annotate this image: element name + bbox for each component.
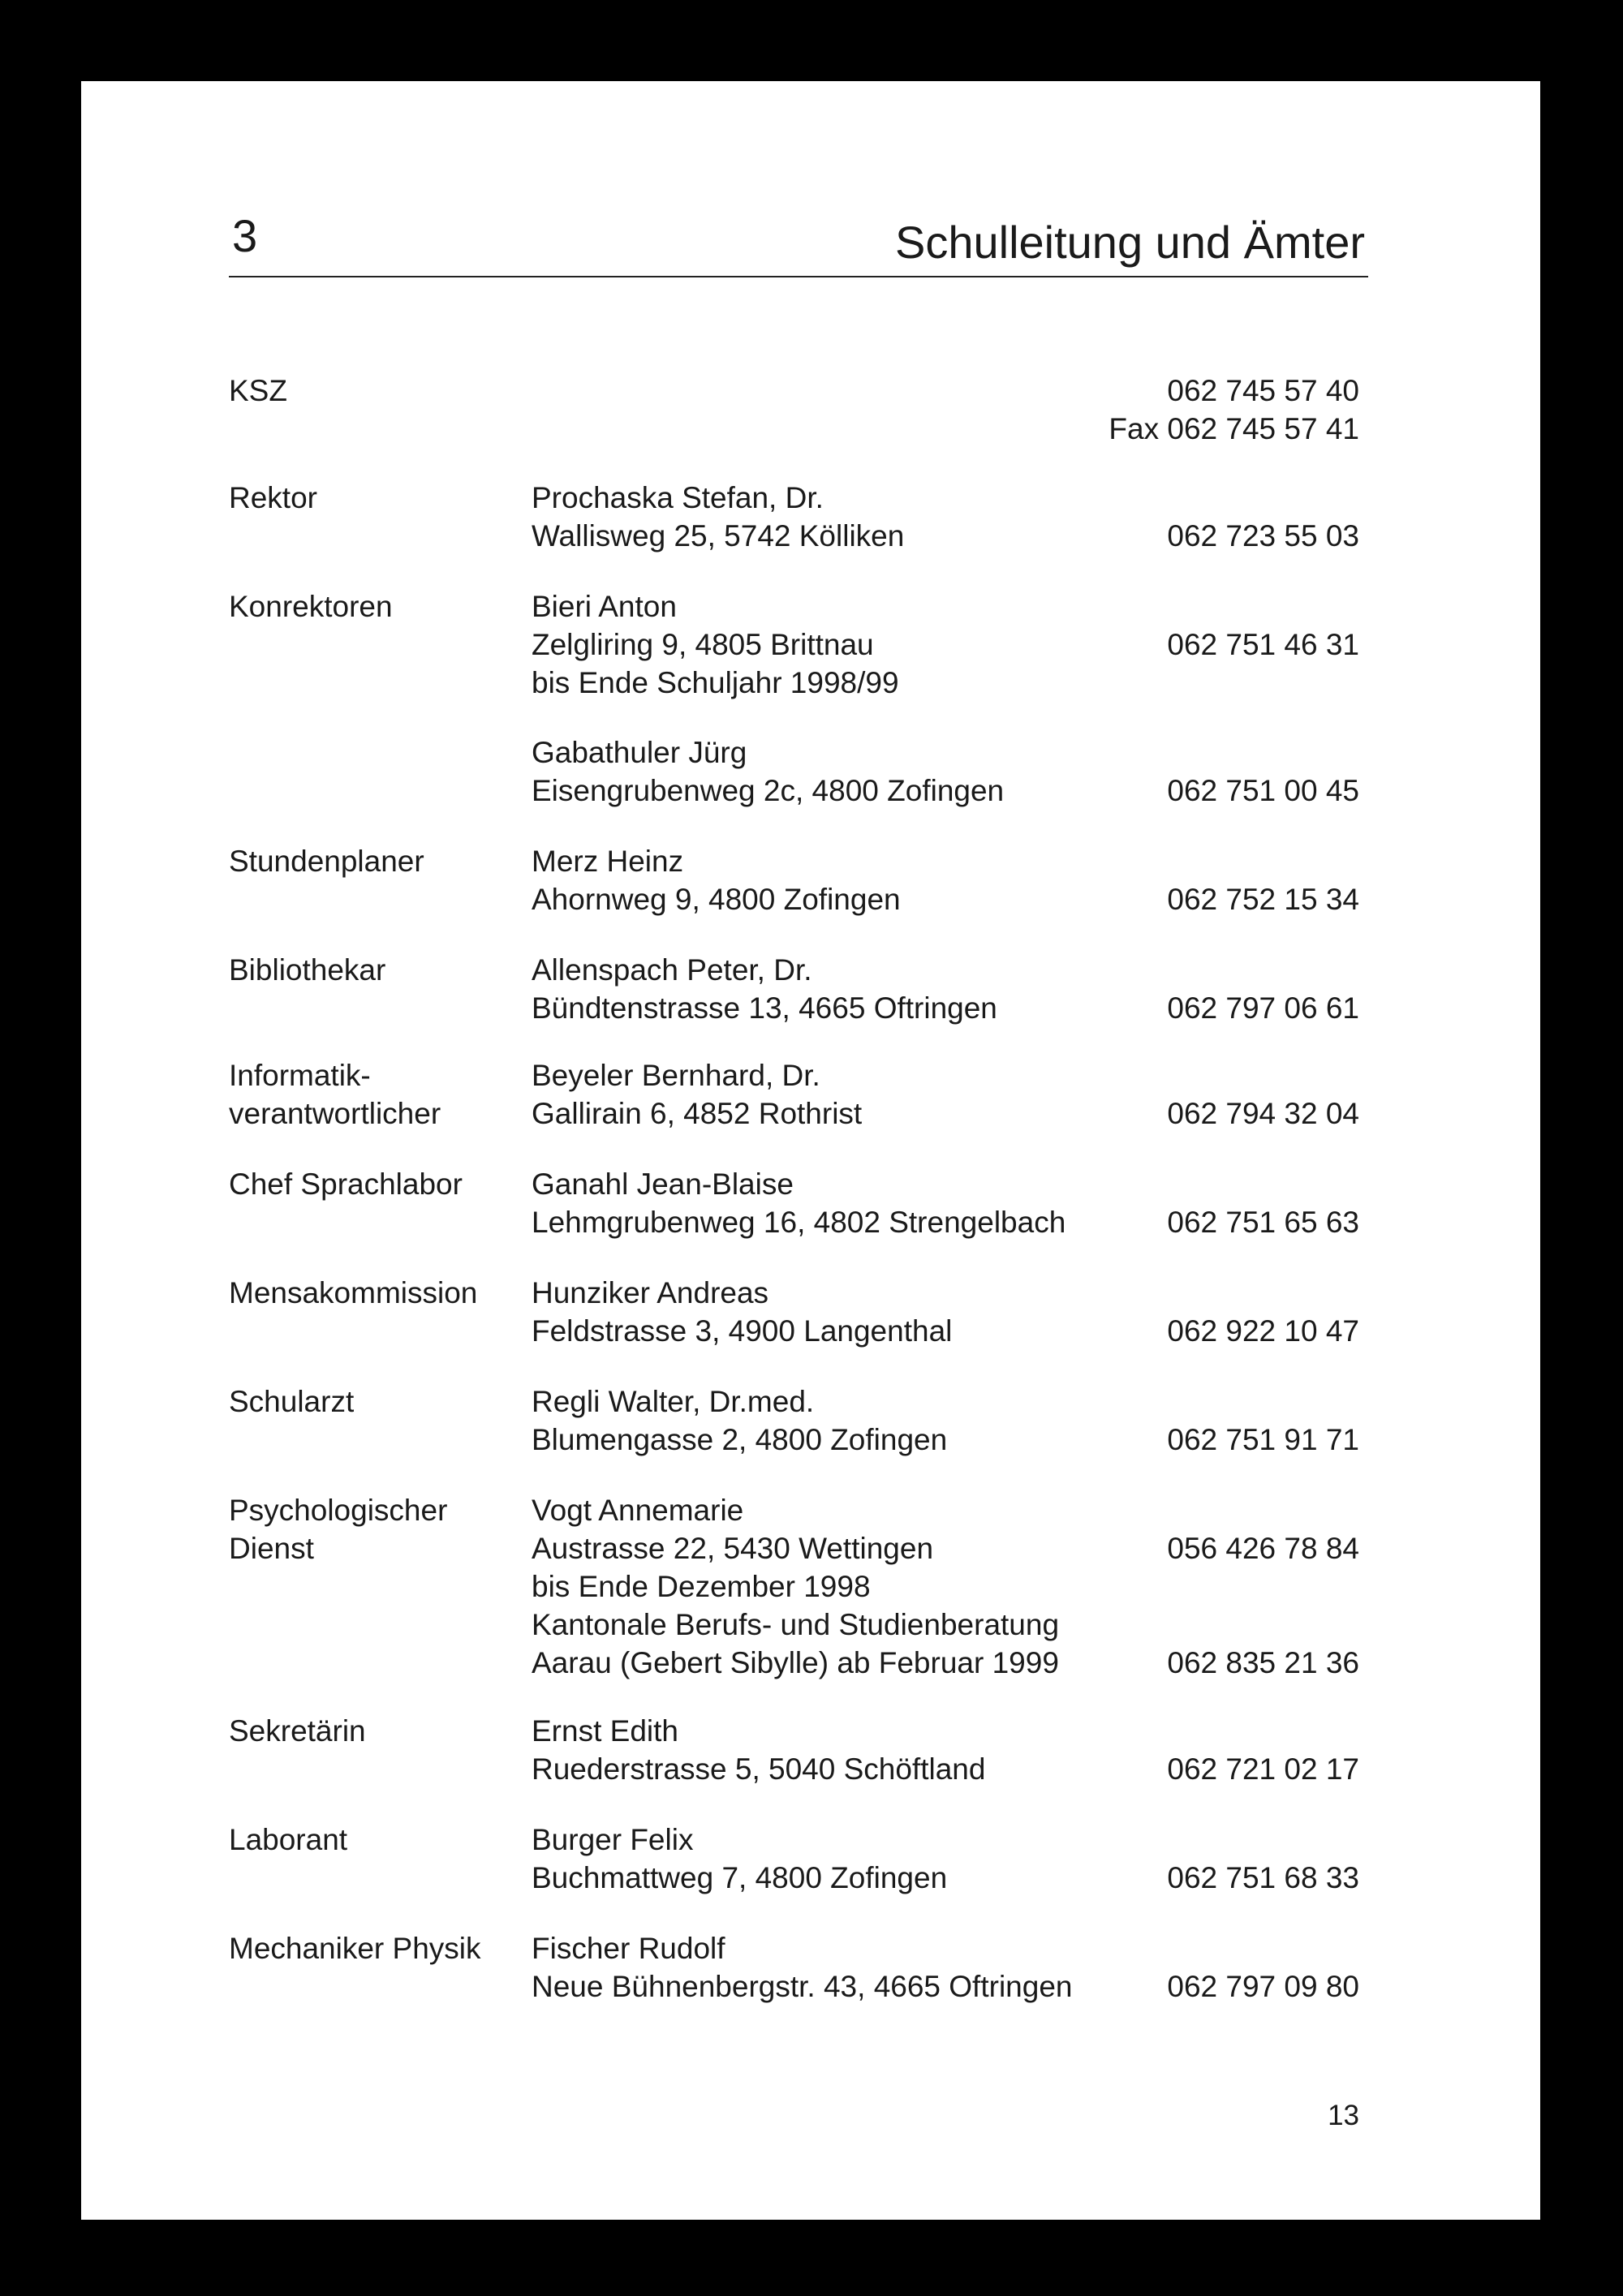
person-detail: Neue Bühnenbergstr. 43, 4665 Oftringen [532, 1970, 1073, 2003]
person-detail: bis Ende Schuljahr 1998/99 [532, 666, 899, 699]
entry-role [229, 1056, 529, 1133]
entry-role [229, 951, 529, 989]
phone-number [1096, 1567, 1359, 1606]
phone-number [1096, 1056, 1359, 1094]
entry-phone [1096, 1056, 1359, 1133]
entry-phone [1096, 842, 1359, 918]
ksz-fax: Fax 062 745 57 41 [1109, 412, 1359, 445]
phone-number: 062 751 91 71 [1167, 1423, 1359, 1456]
person-name: Fischer Rudolf [532, 1932, 725, 1965]
phone-number: 062 751 68 33 [1167, 1861, 1359, 1894]
phone-number: 062 835 21 36 [1167, 1646, 1359, 1679]
phone-number: 062 922 10 47 [1167, 1314, 1359, 1348]
phone-number [1096, 842, 1359, 880]
chapter-header [229, 208, 1368, 277]
ksz-label: KSZ [229, 374, 287, 407]
entry-phone [1096, 1491, 1359, 1682]
entry-person [532, 479, 1148, 555]
phone-number: 062 797 09 80 [1167, 1970, 1359, 2003]
phone-number [1096, 1712, 1359, 1750]
ksz-phone: 062 745 57 40 [1167, 374, 1359, 407]
person-detail: Eisengrubenweg 2c, 4800 Zofingen [532, 774, 1005, 807]
person-detail: Feldstrasse 3, 4900 Langenthal [532, 1314, 953, 1348]
role-line: verantwortlicher [229, 1097, 441, 1130]
page-number: 13 [1328, 2100, 1359, 2131]
phone-number [1096, 1929, 1359, 1967]
entry-person [532, 1712, 1148, 1788]
person-name: Hunziker Andreas [532, 1276, 769, 1309]
entry-phone [1096, 951, 1359, 1027]
entry-phone [1096, 587, 1359, 702]
role-line: Informatik- [229, 1059, 371, 1092]
person-detail: Bündtenstrasse 13, 4665 Oftringen [532, 991, 997, 1025]
phone-number: 056 426 78 84 [1167, 1532, 1359, 1565]
person-detail: Wallisweg 25, 5742 Kölliken [532, 519, 905, 553]
phone-number [1096, 1382, 1359, 1421]
entry-phone [1096, 1382, 1359, 1459]
person-detail: Aarau (Gebert Sibylle) ab Februar 1999 [532, 1646, 1059, 1679]
person-detail: Kantonale Berufs- und Studienberatung [532, 1608, 1060, 1641]
person-detail: Zelgliring 9, 4805 Brittnau [532, 628, 874, 661]
person-name: Gabathuler Jürg [532, 736, 747, 769]
role-line: Rektor [229, 481, 317, 514]
role-line: Sekretärin [229, 1714, 366, 1748]
role-line: Stundenplaner [229, 845, 424, 878]
chapter-number: 3 [232, 210, 258, 261]
entry-person [532, 1491, 1148, 1682]
entry-person [532, 1056, 1148, 1133]
entry-person [532, 1274, 1148, 1350]
entry-phone [1096, 1929, 1359, 2006]
person-name: Merz Heinz [532, 845, 684, 878]
entry-phone [1096, 479, 1359, 555]
entry-person [532, 733, 1148, 810]
person-name: Ganahl Jean-Blaise [532, 1167, 794, 1201]
person-detail: bis Ende Dezember 1998 [532, 1570, 871, 1603]
role-line: Mensakommission [229, 1276, 478, 1309]
person-name: Burger Felix [532, 1823, 694, 1856]
phone-number: 062 751 65 63 [1167, 1206, 1359, 1239]
person-detail: Lehmgrubenweg 16, 4802 Strengelbach [532, 1206, 1066, 1239]
phone-number: 062 794 32 04 [1167, 1097, 1359, 1130]
person-name: Allenspach Peter, Dr. [532, 953, 812, 987]
person-name: Beyeler Bernhard, Dr. [532, 1059, 820, 1092]
person-name: Ernst Edith [532, 1714, 678, 1748]
phone-number [1096, 1274, 1359, 1312]
entry-person [532, 1929, 1148, 2006]
person-name: Regli Walter, Dr.med. [532, 1385, 815, 1418]
phone-number [1096, 1821, 1359, 1859]
person-detail: Gallirain 6, 4852 Rothrist [532, 1097, 863, 1130]
phone-number [1096, 1491, 1359, 1529]
entry-role [229, 1165, 529, 1203]
entry-phone [1096, 1165, 1359, 1241]
person-detail: Austrasse 22, 5430 Wettingen [532, 1532, 934, 1565]
role-line: Psychologischer [229, 1494, 448, 1527]
entry-role [229, 1491, 529, 1567]
entry-role [229, 1712, 529, 1750]
role-line: Laborant [229, 1823, 348, 1856]
role-line: Bibliothekar [229, 953, 386, 987]
entry-role [229, 1382, 529, 1421]
entry-phone [1096, 1274, 1359, 1350]
role-line: Chef Sprachlabor [229, 1167, 463, 1201]
entry-person [532, 587, 1148, 702]
entry-person [532, 1382, 1148, 1459]
person-detail: Blumengasse 2, 4800 Zofingen [532, 1423, 948, 1456]
phone-number: 062 723 55 03 [1167, 519, 1359, 553]
phone-number: 062 751 00 45 [1167, 774, 1359, 807]
entry-phone [1096, 1821, 1359, 1897]
role-line: Dienst [229, 1532, 314, 1565]
person-detail: Ahornweg 9, 4800 Zofingen [532, 883, 901, 916]
person-detail: Buchmattweg 7, 4800 Zofingen [532, 1861, 948, 1894]
entry-person [532, 951, 1148, 1027]
entry-phone [1096, 1712, 1359, 1788]
phone-number: 062 751 46 31 [1167, 628, 1359, 661]
phone-number [1096, 587, 1359, 626]
role-line: Konrektoren [229, 590, 393, 623]
entry-phone [1096, 733, 1359, 810]
role-line: Schularzt [229, 1385, 355, 1418]
entry-role [229, 1821, 529, 1859]
entry-role [229, 842, 529, 880]
person-detail: Ruederstrasse 5, 5040 Schöftland [532, 1752, 986, 1786]
chapter-title: Schulleitung und Ämter [894, 217, 1365, 268]
entry-person [532, 1821, 1148, 1897]
phone-number [1096, 951, 1359, 989]
entry-role [229, 1929, 529, 1967]
entry-person [532, 1165, 1148, 1241]
entry-role [229, 1274, 529, 1312]
phone-number [1096, 479, 1359, 517]
phone-number [1096, 664, 1359, 702]
person-name: Prochaska Stefan, Dr. [532, 481, 824, 514]
phone-number: 062 752 15 34 [1167, 883, 1359, 916]
phone-number [1096, 733, 1359, 772]
phone-number: 062 797 06 61 [1167, 991, 1359, 1025]
phone-number: 062 721 02 17 [1167, 1752, 1359, 1786]
person-name: Vogt Annemarie [532, 1494, 744, 1527]
entry-role [229, 587, 529, 626]
role-line: Mechaniker Physik [229, 1932, 481, 1965]
phone-number [1096, 1165, 1359, 1203]
entry-person [532, 842, 1148, 918]
person-name: Bieri Anton [532, 590, 677, 623]
entry-role [229, 479, 529, 517]
phone-number [1096, 1606, 1359, 1644]
